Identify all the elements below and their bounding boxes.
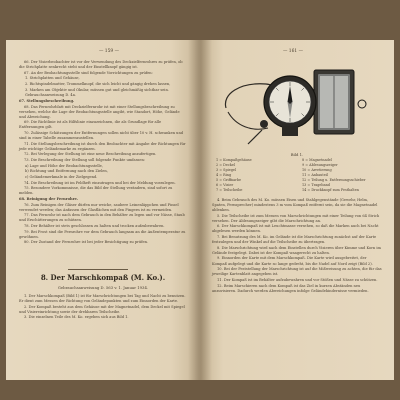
paragraph: 80. Der Zustand der Fernrohre ist bei jeder Besichtigung zu prüfen. <box>24 240 149 245</box>
figure-legend <box>216 158 380 193</box>
paragraph: 76. Zum Reinigen der Gläser dürfen nur weiche, saubere Leinenläppchen und Pinsel verwendet werden; das Anfassen der Glasflächen mit den Fingern ist zu vermeiden. <box>19 202 179 212</box>
paragraph: 72. Bei Verlegung der Stellung ist eine neue Beschreibung anzufertigen. <box>24 152 157 157</box>
legend-number: 1 <box>216 158 219 162</box>
legend-label: Magnetnadel <box>309 158 332 162</box>
legend-item: 9 = Ablesungszeiger <box>302 163 338 167</box>
paragraph: 9. Einnorden der Karte mit dem Marschkompaß. Die Karte wird ausgebreitet, der Kompaß aufgelegt und die Karte so lange gedreht, bis die Nadel auf Nord zeigt (Bild 2). <box>212 256 373 266</box>
legend-item: 12 = Teilung u. Entfernungsschieber <box>302 178 366 182</box>
left-text-top <box>19 60 187 246</box>
legend-number: 10 <box>302 168 307 172</box>
section-rule <box>68 269 128 270</box>
left-page <box>6 40 200 380</box>
book-spread <box>6 40 394 380</box>
legend-label: Spiegel <box>223 168 237 172</box>
legend-number: 4 <box>216 173 219 177</box>
left-text-bottom <box>19 294 187 321</box>
right-page-number: — 161 — <box>283 49 303 54</box>
paragraph: 67. An der Beobachtungsstelle sind folgende Vorrichtungen zu prüfen: <box>24 70 153 75</box>
legend-item: 10 = Arretierung <box>302 168 332 172</box>
paragraph: 2. Der Kompaß besteht aus dem Gehäuse mit der Magnetnadel, dem Deckel mit Spiegel und Visiereinrichtung sowie der drehbaren Teilscheibe. <box>19 304 185 314</box>
legend-number: 8 <box>302 158 305 162</box>
legend-item: 7 = Teilscheibe <box>216 188 243 192</box>
legend-number: 6 <box>216 183 219 187</box>
legend-label: Trageband <box>311 183 330 187</box>
right-page <box>200 40 394 380</box>
legend-label: Griffnarbe <box>223 178 241 182</box>
paragraph: 6. Der Marschkompaß ist mit Leuchtmasse versehen, so daß die Marken auch bei Nacht abgelesen werden können. <box>212 224 379 234</box>
paragraph: 5. Die Teilscheibe ist zum Messen von Marschrichtungen mit einer Teilung von 64 Strich versehen. Der Ablesungszeiger gibt die Marschrichtung an. <box>212 213 380 223</box>
paragraph: 78. Der Behälter ist stets geschlossen zu halten und trocken aufzubewahren. <box>24 223 165 228</box>
legend-item: 1 = Kompaßgehäuse <box>216 158 252 162</box>
paragraph: a) Lage und Höhe der Beobachtungsstelle, <box>25 163 103 168</box>
legend-number: 14 <box>302 188 307 192</box>
paragraph: 70. Zulässige Schätzungen der Entfernungen sollen nicht über 10 v. H. schwanken und sind in einer Tabelle zusammenzustellen. <box>19 130 184 140</box>
left-page-number: — 159 — <box>99 49 119 54</box>
legend-number: 3 <box>216 168 219 172</box>
right-text <box>212 198 382 294</box>
legend-number: 11 <box>302 173 307 177</box>
section-title: 67. Stellungsbeschreibung. <box>19 98 75 103</box>
legend-item: 13 = Trageband <box>302 183 330 187</box>
paragraph: 75. Besondere Vorkommnisse, die das Bild der Stellung verändern, sind sofort zu melden. <box>19 186 173 196</box>
paragraph: Gebrauchsanweisung D. 4a. <box>25 93 76 98</box>
paragraph: 3. Marken am Objektiv und Okular, müssen gut und gleichmäßig sichtbar sein. <box>25 87 169 92</box>
legend-number: 2 <box>216 163 219 167</box>
legend-item: 5 = Griffnarbe <box>216 178 241 182</box>
section-title: 68. Reinigung der Fernrohre. <box>19 196 79 201</box>
paragraph: 79. Bei Frost sind die Fernrohre vor dem Gebrauch langsam an die Außentemperatur zu gewöhnen. <box>19 229 186 239</box>
paragraph: 69. Die Richtlinie ist als Hilfslinie einzuzeichnen, die als Grundlage für alle Entfernungen gilt. <box>19 120 162 130</box>
legend-label: Ablesungszeiger <box>309 163 338 167</box>
legend-number: 7 <box>216 188 219 192</box>
compass-icon <box>222 64 374 148</box>
paragraph: 66. Der Visierbeobachter ist vor der Verwendung des Deckzielfernrohres zu prüfen, ob die Strichplatte senkrecht steht und der Einstellknopf gängig ist. <box>19 60 183 70</box>
paragraph: 2. Richtspindelmutter, Trommelknopf, die sich leicht und gängig drehen lassen, <box>25 81 171 86</box>
section-subheading: Gebrauchsanweisung D. 563 v. 1. Januar 1934. <box>57 285 149 290</box>
legend-label: Teilscheibe <box>223 188 243 192</box>
legend-item: 8 = Magnetnadel <box>302 158 332 162</box>
legend-label: Arretierung <box>311 168 332 172</box>
legend-label: Druckknopf zum Festhalten <box>311 188 359 192</box>
paragraph: b) Richtung und Entfernung nach den Zielen, <box>25 169 108 174</box>
paragraph: 68. Das Fernrohrblatt mit Deckzielfernrohr ist mit einer Stellungsbeschreibung zu versehen, welche die Lage der Beobachtungsstelle angibt, wie Standort, Höhe, Gelände und Abweichung. <box>19 104 180 119</box>
legend-number: 13 <box>302 183 307 187</box>
legend-label: Anbauteil <box>311 173 328 177</box>
legend-item: 14 = Druckknopf zum Festhalten <box>302 188 359 192</box>
legend-label: Kompaßgehäuse <box>223 158 252 162</box>
legend-item: 6 = Visier <box>216 183 234 187</box>
paragraph: 71. Die Stellungsbeschreibung ist durch den Beobachter mit Angabe der Richtungen für jede wichtige Geländemarke zu ergänzen. <box>19 141 186 151</box>
paragraph: 10. Bei der Feststellung der Marschrichtung ist auf die Mißweisung zu achten, die für das jeweilige Kartenblatt angegeben ist. <box>212 267 382 277</box>
legend-label: Visier <box>223 183 234 187</box>
legend-item: 4 = Ring <box>216 173 232 177</box>
paragraph: 1. Strichplatten und Gehäuse, <box>25 76 80 81</box>
legend-number: 9 <box>302 163 305 167</box>
paragraph: 11. Der Kompaß ist im Behälter aufzubewahren und vor Stößen und Nässe zu schützen. <box>217 277 378 282</box>
paragraph: 3. Die einzelnen Teile des M. Ko. ergeben sich aus Bild 1. <box>24 315 129 320</box>
paragraph: 7. Bei Benutzung des M. Ko. im Gelände ist die Marschrichtung zunächst auf der Karte festzulegen und der Winkel auf die Teilscheibe zu übertragen. <box>212 235 377 245</box>
paragraph: 1. Der Marschkompaß (Bild 1) ist für Marschrichtungen bei Tag und Nacht zu benutzen. Er dient zum Messen der Richtung von Geländepunkten und zum Einnorden der Karte. <box>19 294 186 304</box>
paragraph: 74. Die Beschreibung ist im Feldheft einzutragen und bei der Meldung vorzulegen. <box>24 180 176 185</box>
paragraph: 8. Die Marschrichtung wird nach dem Einstellen durch Visieren über Kimme und Korn im Gelände festgelegt. Dabei ist der Kompaß waagerecht zu halten. <box>212 245 381 255</box>
paragraph: 4. Beim Gebrauch des M. Ko. müssen Eisen und Stahlgegenstände (Gewehr, Helm, Spaten, Fernsprecher) mindestens 3 m vom Kompaß entfernt sein, da sie die Magnetnadel ablenken. <box>212 198 378 213</box>
legend-item: 11 = Anbauteil <box>302 173 328 177</box>
paragraph: 77. Das Fernrohr ist nach dem Gebrauch in den Behälter zu legen und vor Nässe, Staub und Erschütterungen zu schützen. <box>19 213 185 223</box>
section-heading: 8. Der Marschkompaß (M. Ko.). <box>40 273 166 282</box>
legend-label: Teilung u. Entfernungsschieber <box>311 178 366 182</box>
figure-caption: Bild 1. <box>290 152 304 157</box>
legend-label: Deckel <box>223 163 235 167</box>
legend-number: 5 <box>216 178 219 182</box>
legend-item: 3 = Spiegel <box>216 168 237 172</box>
paragraph: c) Geländemerkmale in der Zielgegend. <box>25 174 98 179</box>
paragraph: 12. Beim Marschieren nach dem Kompaß ist das Ziel in kurzen Abständen neu anzuvisieren. Dadurch werden Abweichungen infolge Geländehindernisse vermieden. <box>212 283 369 293</box>
legend-item: 2 = Deckel <box>216 163 235 167</box>
legend-number: 12 <box>302 178 307 182</box>
paragraph: 73. Die Beschreibung der Stellung soll folgende Punkte umfassen: <box>24 157 146 162</box>
legend-label: Ring <box>223 173 232 177</box>
